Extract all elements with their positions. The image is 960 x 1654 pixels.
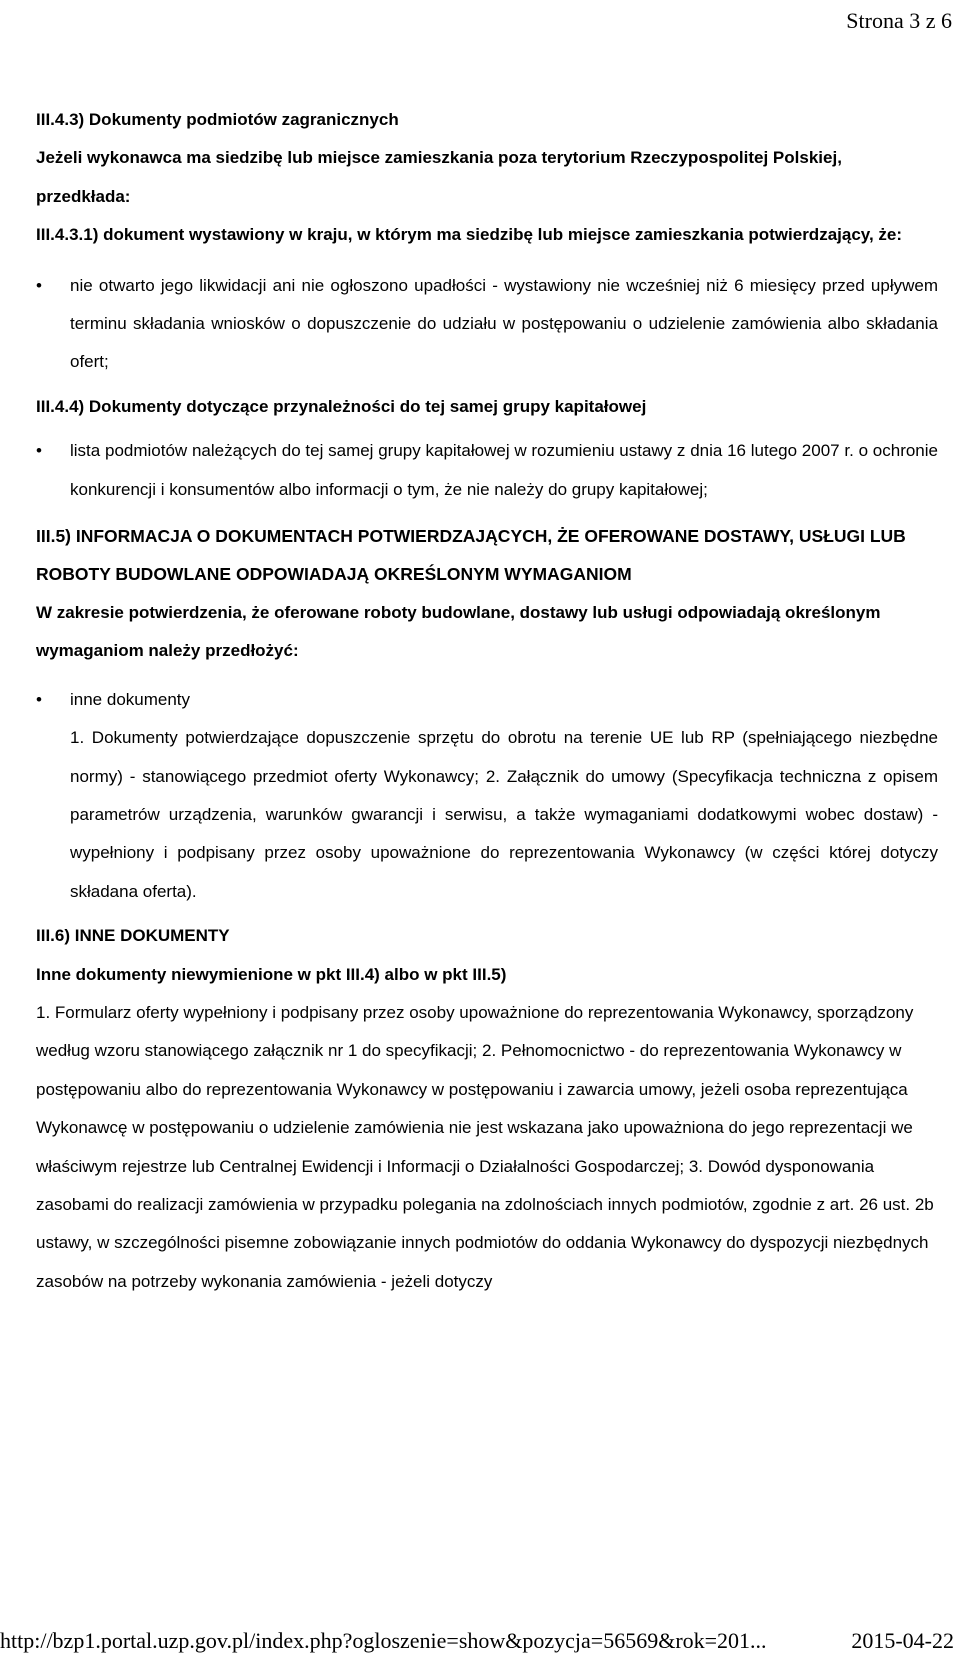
- footer-url: http://bzp1.portal.uzp.gov.pl/index.php?ogloszenie=show&pozycja=56569&rok=201...: [0, 1628, 767, 1653]
- section-body-3-6: 1. Formularz oferty wypełniony i podpisany przez osoby upoważnione do reprezentowania Wykonawcy, sporządzony według wzoru stanowiącego załącznik nr 1 do specyfikacji; 2. Pełnomocnictwo - do reprezentowania Wykonawcy w postępowaniu albo do reprezentowania Wykonawcy w postępowaniu i zawarcia umowy, jeżeli osoba reprezentująca Wykonawcę w postępowaniu o udzielenie zamówienia nie jest wskazana jako upoważniona do jego reprezentacji we właściwym rejestrze lub Centralnej Ewidencji i Informacji o Działalności Gospodarczej; 3. Dowód dysponowania zasobami do realizacji zamówienia w przypadku polegania na zdolnościach innych podmiotów, zgodnie z art. 26 ust. 2b ustawy, w szczególności pisemne zobowiązanie innych podmiotów do oddania Wykonawcy do dyspozycji niezbędnych zasobów na potrzeby wykonania zamówienia - jeżeli dotyczy: [36, 1002, 934, 1291]
- section-heading-3-5: III.5) INFORMACJA O DOKUMENTACH POTWIERDZAJĄCYCH, ŻE OFEROWANE DOSTAWY, USŁUGI LUB ROBOTY BUDOWLANE ODPOWIADAJĄ OKREŚLONYM WYMAGANIOM: [36, 526, 906, 585]
- list-item: • inne dokumenty: [36, 681, 938, 719]
- list-item: • nie otwarto jego likwidacji ani nie ogłoszono upadłości - wystawiony nie wcześniej niż 6 miesięcy przed upływem terminu składania wniosków o dopuszczenie do udziału w postępowaniu o udzielenie zamówienia albo składania ofert;: [36, 267, 938, 382]
- bullet-list-3-4-4: [36, 432, 938, 509]
- section-heading-3-4-4: III.4.4) Dokumenty dotyczące przynależności do tej samej grupy kapitałowej: [36, 396, 647, 416]
- section-intro-3-4-3: Jeżeli wykonawca ma siedzibę lub miejsce zamieszkania poza terytorium Rzeczypospolitej Polskiej, przedkłada:: [36, 148, 842, 206]
- page-number: Strona 3 z 6: [846, 8, 952, 33]
- footer-date: 2015-04-22: [851, 1628, 954, 1653]
- bullet-list-3-4-3: [36, 267, 938, 382]
- section-heading-3-6: III.6) INNE DOKUMENTY: [36, 926, 230, 946]
- subsection-heading-3-6: Inne dokumenty niewymienione w pkt III.4) albo w pkt III.5): [36, 964, 507, 984]
- page-footer: [0, 1628, 960, 1654]
- section-heading-3-4-3: III.4.3) Dokumenty podmiotów zagranicznych: [36, 110, 399, 129]
- section-detail-3-5: 1. Dokumenty potwierdzające dopuszczenie sprzętu do obrotu na terenie UE lub RP (spełniającego niezbędne normy) - stanowiącego przedmiot oferty Wykonawcy; 2. Załącznik do umowy (Specyfikacja techniczna z opisem parametrów urządzenia, warunków gwarancji i serwisu, a także wymaganiami dodatkowymi wobec dostaw) - wypełniony i podpisany przez osoby upoważnione do reprezentowania Wykonawcy (w części której dotyczy składana oferta).: [70, 728, 938, 901]
- subsection-heading-3-4-3-1: III.4.3.1) dokument wystawiony w kraju, w którym ma siedzibę lub miejsce zamieszkania potwierdzający, że:: [36, 225, 903, 245]
- document-body: [36, 101, 938, 1301]
- section-intro-3-5: W zakresie potwierdzenia, że oferowane roboty budowlane, dostawy lub usługi odpowiadają określonym wymaganiom należy przedłożyć:: [36, 602, 881, 661]
- list-item: • lista podmiotów należących do tej samej grupy kapitałowej w rozumieniu ustawy z dnia 16 lutego 2007 r. o ochronie konkurencji i konsumentów albo informacji o tym, że nie należy do grupy kapitałowej;: [36, 432, 938, 509]
- bullet-list-3-5: [36, 681, 938, 719]
